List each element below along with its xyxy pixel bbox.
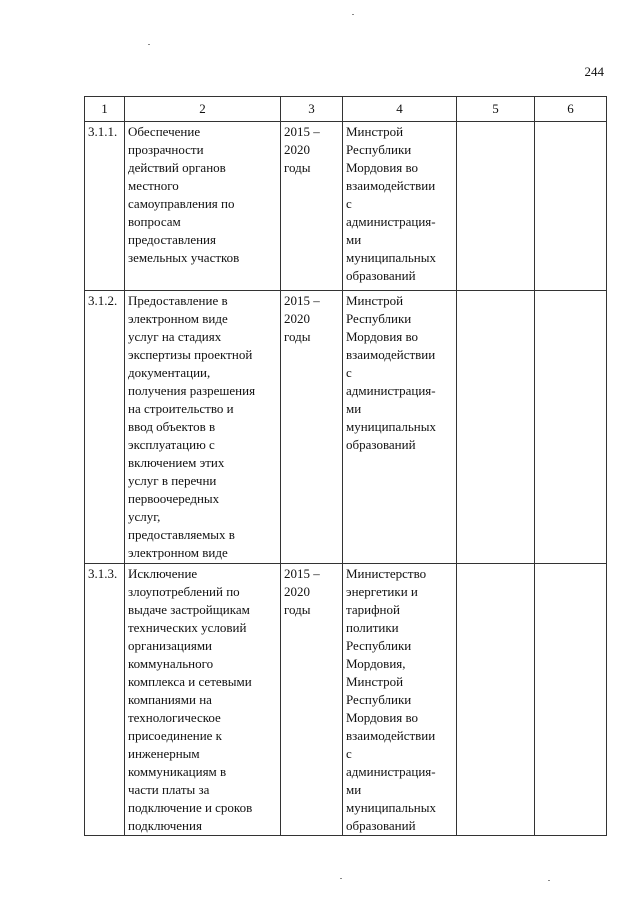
column-5-cell [457, 122, 535, 291]
header-cell-2: 2 [125, 97, 281, 122]
header-cell-5: 5 [457, 97, 535, 122]
executor-text: Минстрой Республики Мордовия во взаимодействии с администрация- ми муниципальных образований [346, 293, 437, 452]
column-6-cell [535, 122, 607, 291]
period-text: 2015 – 2020 годы [284, 124, 320, 175]
column-6-text [538, 122, 604, 123]
activity-cell [125, 291, 281, 564]
executor-text: Минстрой Республики Мордовия во взаимодействии с администрация- ми муниципальных образований [346, 124, 437, 283]
executor-text: Министерство энергетики и тарифной политики Республики Мордовия, Минстрой Республики Мордовия во взаимодействии с администрация- ми муниципальных образований [346, 566, 437, 833]
row-number: 3.1.1. [88, 124, 118, 139]
executor-cell [343, 122, 457, 291]
row-number-cell [85, 291, 125, 564]
header-cell-3: 3 [281, 97, 343, 122]
period-text: 2015 – 2020 годы [284, 293, 320, 344]
scan-speck [548, 880, 550, 881]
column-5-cell [457, 564, 535, 836]
row-number: 3.1.3. [88, 566, 118, 581]
activity-text: Исключение злоупотреблений по выдаче застройщикам технических условий организациями коммунального комплекса и сетевыми компаниями на технологическое присоединение к инженерным коммуникациям в части платы за подключение и сроков подключения [128, 566, 253, 833]
column-5-text [460, 564, 532, 565]
period-cell [281, 291, 343, 564]
measures-table [84, 96, 607, 836]
activity-text: Предоставление в электронном виде услуг на стадиях экспертизы проектной документации, получения разрешения на строительство и ввод объектов в эксплуатацию с включением этих услуг в перечни первоочередных услуг, предоставляемых в электронном виде [128, 293, 256, 560]
column-6-cell [535, 291, 607, 564]
page-number: 244 [584, 64, 604, 79]
scan-speck [340, 878, 342, 879]
header-cell-4: 4 [343, 97, 457, 122]
row-number-cell [85, 122, 125, 291]
header-cell-6: 6 [535, 97, 607, 122]
column-6-cell [535, 564, 607, 836]
table-row [85, 291, 607, 564]
column-5-text [460, 291, 532, 292]
activity-cell [125, 564, 281, 836]
executor-cell [343, 291, 457, 564]
activity-cell [125, 122, 281, 291]
row-number: 3.1.2. [88, 293, 118, 308]
period-cell [281, 564, 343, 836]
activity-text: Обеспечение прозрачности действий органов местного самоуправления по вопросам предоставления земельных участков [128, 124, 240, 265]
period-cell [281, 122, 343, 291]
scan-speck [148, 44, 150, 45]
column-6-text [538, 564, 604, 565]
row-number-cell [85, 564, 125, 836]
column-5-text [460, 122, 532, 123]
table-header-row [85, 97, 607, 122]
period-text: 2015 – 2020 годы [284, 566, 320, 617]
header-cell-1: 1 [85, 97, 125, 122]
table-row [85, 564, 607, 836]
executor-cell [343, 564, 457, 836]
table-row [85, 122, 607, 291]
column-5-cell [457, 291, 535, 564]
column-6-text [538, 291, 604, 292]
scan-speck [352, 14, 354, 15]
